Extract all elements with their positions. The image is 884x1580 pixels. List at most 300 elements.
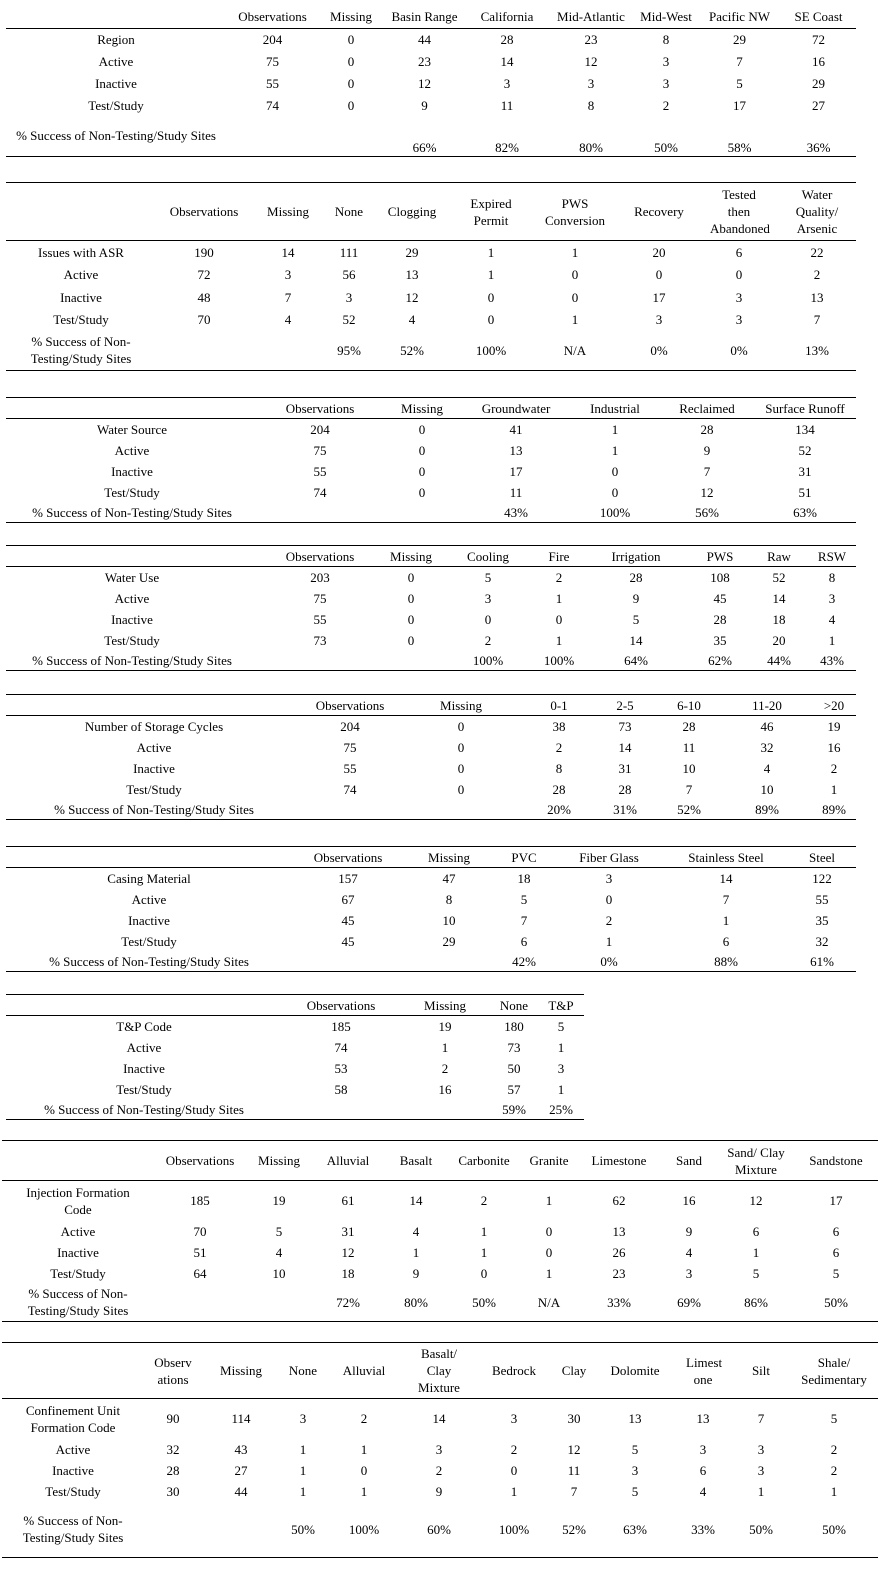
header-cell: Sand/ Clay Mixture	[718, 1141, 794, 1181]
row-label: Inactive	[128, 912, 170, 928]
table-cell: 43%	[808, 651, 856, 671]
table-cell: 29	[405, 244, 419, 260]
table-cell: 0	[347, 97, 355, 113]
table-cell: 44	[234, 1483, 248, 1499]
success-row	[6, 116, 856, 156]
table-cell: 108	[710, 569, 730, 585]
table-cell: 1	[412, 1244, 420, 1260]
storage-cycles-table	[6, 694, 856, 820]
table-cell: 8	[662, 31, 670, 47]
table-cell: 0	[360, 1462, 368, 1478]
row-label: % Success of Non-Testing/Study Sites	[6, 800, 302, 820]
table-cell: 3	[735, 312, 743, 327]
table-cell: 28	[166, 1462, 180, 1478]
table-cell: 30	[567, 1411, 581, 1427]
table-cell: 0	[611, 484, 619, 500]
table-cell: 1	[571, 244, 579, 260]
row-label: T&P Code	[116, 1018, 172, 1034]
header-cell: California	[466, 6, 548, 28]
row-label: Inactive	[111, 463, 153, 479]
table-cell: 3	[662, 75, 670, 91]
table-cell: 0	[457, 781, 465, 797]
table-cell: 157	[338, 870, 358, 886]
table-cell: 3	[735, 289, 743, 305]
table-cell: 6	[722, 933, 730, 949]
table-cell: 14	[432, 1411, 446, 1427]
table-cell: 89%	[812, 800, 856, 820]
table-cell: 55	[343, 760, 357, 776]
table-cell: 50%	[448, 1284, 520, 1322]
table-cell: 63%	[754, 503, 856, 523]
table-row	[6, 889, 856, 910]
table-cell: 10	[682, 760, 696, 776]
row-label: Inactive	[60, 289, 102, 305]
table-cell: 73	[507, 1039, 521, 1055]
table-cell: 3	[631, 1462, 639, 1478]
header-cell: Missing	[382, 398, 462, 419]
table-cell: 20	[652, 244, 666, 260]
table-cell: 3	[662, 53, 670, 69]
table-cell: 2	[830, 1441, 838, 1457]
table-cell: 1	[752, 1244, 760, 1260]
table-cell: 9	[412, 1265, 420, 1281]
header-cell: Observations	[302, 695, 398, 716]
table-cell: 18	[341, 1265, 355, 1281]
table-row	[6, 609, 856, 630]
table-cell: 59%	[490, 1100, 538, 1120]
table-cell: 50%	[732, 1502, 790, 1558]
table-cell: 2	[555, 739, 563, 755]
row-label: Active	[131, 891, 167, 907]
header-cell: Fire	[536, 546, 582, 567]
table-cell: 72	[812, 31, 825, 47]
table-cell: 1	[830, 781, 838, 797]
table-row	[6, 868, 856, 889]
table-cell: 28	[713, 611, 727, 627]
table-cell: 48	[197, 289, 211, 305]
table-cell: 7	[757, 1411, 765, 1427]
table-cell: 1	[360, 1441, 368, 1457]
header-cell: Cooling	[440, 546, 536, 567]
table-cell: 2	[360, 1411, 368, 1427]
success-row	[6, 503, 856, 523]
table-cell: 32	[166, 1441, 180, 1457]
table-cell: 12	[749, 1193, 763, 1209]
table-cell: 134	[795, 421, 815, 437]
header-cell: Limestone	[578, 1141, 660, 1181]
table-cell: 0%	[618, 331, 700, 371]
table-cell: 5	[275, 1223, 283, 1239]
table-cell: 14	[500, 53, 514, 69]
table-cell: 13%	[778, 331, 856, 371]
table-cell: 7	[736, 53, 743, 69]
table-cell: 16	[812, 53, 825, 69]
table-cell: 52	[342, 312, 356, 327]
row-label: % Success of Non-Testing/Study Sites	[6, 651, 258, 671]
table-cell: 52	[798, 442, 812, 458]
table-cell: 0%	[554, 952, 664, 972]
table-cell: 9	[435, 1483, 443, 1499]
table-cell: 50%	[790, 1502, 878, 1558]
table-cell: 56	[342, 267, 356, 282]
table-cell: 100%	[450, 331, 532, 371]
table-cell: 100%	[476, 1502, 552, 1558]
table-cell: 100%	[536, 651, 582, 671]
table-cell: 28	[500, 31, 514, 47]
issues-table	[6, 182, 856, 371]
header-cell: Clay	[552, 1343, 596, 1399]
table-cell: 6	[735, 244, 743, 260]
table-cell: 73	[618, 718, 632, 734]
table-cell: 4	[408, 312, 416, 327]
table-cell: 3	[587, 75, 595, 91]
table-cell: 16	[682, 1193, 696, 1209]
table-cell: 13	[612, 1223, 626, 1239]
table-cell: 203	[310, 569, 330, 585]
table-row	[6, 1016, 584, 1037]
table-cell: 6	[699, 1462, 707, 1478]
table-cell: 73	[313, 632, 327, 648]
header-cell: Missing	[319, 6, 383, 28]
table-cell: 36%	[781, 116, 856, 156]
header-cell: Irrigation	[582, 546, 690, 567]
header-cell: Granite	[520, 1141, 578, 1181]
table-cell: 63%	[596, 1502, 674, 1558]
table-cell: 75	[266, 53, 279, 69]
table-cell: 111	[339, 244, 359, 260]
row-label: Test/Study	[88, 97, 144, 113]
table-row	[6, 264, 856, 286]
table-cell: 44%	[750, 651, 808, 671]
table-cell: 10	[272, 1265, 286, 1281]
header-cell: Fiber Glass	[554, 847, 664, 868]
header-cell: None	[324, 183, 374, 241]
table-row	[6, 910, 856, 931]
table-row	[6, 737, 856, 758]
header-cell: Missing	[246, 1141, 312, 1181]
header-cell: Recovery	[618, 183, 700, 241]
table-cell: 5	[830, 1411, 838, 1427]
header-cell: Surface Runoff	[754, 398, 856, 419]
header-cell: Observations	[156, 183, 252, 241]
table-cell: 8	[587, 97, 595, 113]
table-cell: 1	[828, 632, 836, 648]
table-cell: 0	[418, 463, 426, 479]
table-cell: 33%	[674, 1502, 732, 1558]
table-cell: 50%	[280, 1502, 326, 1558]
table-cell: 13	[696, 1411, 710, 1427]
table-cell	[382, 651, 440, 671]
table-cell: 62%	[690, 651, 750, 671]
header-cell: Basin Range	[383, 6, 466, 28]
row-label: Test/Study	[116, 1081, 172, 1097]
header-cell: Observations	[258, 546, 382, 567]
table-cell: 3	[484, 590, 492, 606]
table-cell: 13	[628, 1411, 642, 1427]
table-cell: 122	[812, 870, 832, 886]
table-cell: 3	[284, 267, 292, 282]
table-cell	[252, 331, 324, 371]
table-cell: 14	[719, 870, 733, 886]
table-cell: 69%	[660, 1284, 718, 1322]
table-cell: 0	[611, 463, 619, 479]
table-cell: 0	[605, 891, 613, 907]
table-cell: 0	[571, 267, 579, 282]
table-cell: 12	[405, 289, 419, 305]
table-cell: 53	[334, 1060, 348, 1076]
table-cell: 1	[545, 1193, 553, 1209]
table-cell: 3	[503, 75, 511, 91]
header-cell: Shale/ Sedimentary	[790, 1343, 878, 1399]
table-cell: 1	[605, 933, 613, 949]
row-label: Test/Study	[53, 312, 109, 327]
table-cell: 9	[632, 590, 640, 606]
table-cell: 0	[655, 267, 663, 282]
table-cell: 3	[757, 1441, 765, 1457]
table-cell: 1	[830, 1483, 838, 1499]
row-label: Test/Study	[50, 1265, 106, 1281]
table-cell: 55	[815, 891, 829, 907]
table-cell: 45	[341, 933, 355, 949]
table-cell: 7	[284, 289, 292, 305]
table-cell: 1	[299, 1483, 307, 1499]
table-cell: 20	[772, 632, 786, 648]
table-cell: 2	[435, 1462, 443, 1478]
water-use-table	[6, 545, 856, 671]
row-label: Inactive	[52, 1462, 94, 1478]
table-cell: 3	[299, 1411, 307, 1427]
table-cell: 12	[418, 75, 431, 91]
header-cell: Industrial	[570, 398, 660, 419]
table-cell: 8	[445, 891, 453, 907]
success-row	[6, 952, 856, 972]
header-cell: Observations	[282, 995, 400, 1016]
table-cell: 25%	[538, 1100, 584, 1120]
table-cell: 29	[442, 933, 456, 949]
row-label: Inactive	[57, 1244, 99, 1260]
table-cell: 28	[682, 718, 696, 734]
table-row	[6, 758, 856, 779]
table-cell: 80%	[384, 1284, 448, 1322]
table-cell: 67	[341, 891, 355, 907]
table-cell: 0	[510, 1462, 518, 1478]
table-cell: 2	[510, 1441, 518, 1457]
table-cell	[202, 1502, 280, 1558]
table-cell: 11	[509, 484, 523, 500]
table-cell: 1	[360, 1483, 368, 1499]
success-row	[2, 1502, 878, 1558]
row-label: % Success of Non-Testing/Study Sites	[6, 503, 258, 523]
header-cell: Alluvial	[326, 1343, 402, 1399]
success-row	[6, 800, 856, 820]
table-cell: 38	[552, 718, 566, 734]
table-cell	[382, 503, 462, 523]
table-cell: 19	[272, 1193, 286, 1209]
header-cell: None	[490, 995, 538, 1016]
table-cell: 7	[722, 891, 730, 907]
header-cell: Groundwater	[462, 398, 570, 419]
table-cell: 43	[234, 1441, 248, 1457]
header-cell: 11-20	[722, 695, 812, 716]
table-cell: 1	[441, 1039, 449, 1055]
success-row	[6, 651, 856, 671]
row-label: Number of Storage Cycles	[84, 718, 224, 734]
table-cell: 89%	[722, 800, 812, 820]
table-cell	[156, 331, 252, 371]
table-cell: 204	[310, 421, 330, 437]
table-cell: 17	[733, 97, 746, 113]
table-cell: 4	[685, 1244, 693, 1260]
row-label: Test/Study	[121, 933, 177, 949]
confinement-unit-table	[2, 1342, 878, 1558]
table-cell: 50%	[794, 1284, 878, 1322]
table-cell: 100%	[326, 1502, 402, 1558]
header-cell	[6, 546, 258, 567]
table-row	[6, 1037, 584, 1058]
header-cell: Bedrock	[476, 1343, 552, 1399]
table-cell: 17	[509, 463, 523, 479]
table-row	[6, 716, 856, 737]
row-label: Active	[98, 53, 134, 69]
table-cell: 7	[570, 1483, 578, 1499]
table-cell: 11	[682, 739, 696, 755]
table-cell: 19	[438, 1018, 452, 1034]
table-cell: 0	[487, 289, 495, 305]
table-cell: 88%	[664, 952, 788, 972]
table-cell: 2	[484, 632, 492, 648]
table-cell: 26	[612, 1244, 626, 1260]
row-label: Issues with ASR	[38, 244, 124, 260]
table-cell: 55	[266, 75, 279, 91]
table-cell: 46	[760, 718, 774, 734]
header-cell: 0-1	[524, 695, 594, 716]
header-cell: Observations	[292, 847, 404, 868]
table-cell: 1	[557, 1081, 565, 1097]
table-cell: 4	[412, 1223, 420, 1239]
table-cell	[302, 800, 398, 820]
table-cell: 8	[555, 760, 563, 776]
table-cell: 64	[193, 1265, 207, 1281]
header-cell: Limest one	[674, 1343, 732, 1399]
table-row	[6, 931, 856, 952]
table-cell: 18	[517, 870, 531, 886]
row-label: Injection Formation Code	[26, 1184, 130, 1217]
table-cell	[404, 952, 494, 972]
table-cell: 9	[421, 97, 428, 113]
header-cell	[2, 1141, 154, 1181]
row-label: Water Use	[104, 569, 160, 585]
header-cell: Tested then Abandoned	[700, 183, 778, 241]
table-cell: 32	[760, 739, 774, 755]
table-cell: 204	[340, 718, 360, 734]
header-cell: Carbonite	[448, 1141, 520, 1181]
header-cell	[2, 1343, 144, 1399]
header-cell: Reclaimed	[660, 398, 754, 419]
table-cell: 90	[166, 1411, 180, 1427]
table-cell: 51	[798, 484, 812, 500]
table-cell: 1	[557, 1039, 565, 1055]
table-cell: 3	[435, 1441, 443, 1457]
table-cell: 13	[405, 267, 419, 282]
table-cell: 0	[347, 31, 355, 47]
table-cell: 6	[832, 1244, 840, 1260]
table-cell: 16	[438, 1081, 452, 1097]
table-cell: 64%	[582, 651, 690, 671]
table-cell: 6	[832, 1223, 840, 1239]
table-cell: 190	[194, 244, 214, 260]
table-cell: 2	[605, 912, 613, 928]
table-cell: 7	[703, 463, 711, 479]
table-row	[2, 1439, 878, 1460]
tp-code-table	[6, 994, 584, 1120]
table-cell: 55	[313, 611, 327, 627]
table-cell: 52%	[552, 1502, 596, 1558]
table-cell: 0	[407, 611, 415, 627]
header-cell: Expired Permit	[450, 183, 532, 241]
table-cell: 70	[197, 312, 211, 327]
header-cell: Mid-West	[634, 6, 698, 28]
header-cell: Missing	[400, 995, 490, 1016]
table-cell: 5	[631, 1483, 639, 1499]
row-label: Active	[55, 1441, 91, 1457]
injection-formation-table	[2, 1140, 878, 1322]
table-cell: 0	[545, 1223, 553, 1239]
table-cell: 3	[557, 1060, 565, 1076]
table-cell: 2	[662, 97, 670, 113]
table-row	[6, 50, 856, 72]
table-cell: 7	[520, 912, 528, 928]
table-cell: 3	[828, 590, 836, 606]
table-cell: 5	[632, 611, 640, 627]
table-row	[2, 1221, 878, 1242]
table-cell: 6	[520, 933, 528, 949]
table-cell: 33%	[578, 1284, 660, 1322]
header-cell: Observations	[226, 6, 319, 28]
table-cell: 56%	[660, 503, 754, 523]
table-cell: 52%	[374, 331, 450, 371]
table-row	[6, 419, 856, 440]
header-cell: Steel	[788, 847, 856, 868]
row-label: % Success of Non-Testing/Study Sites	[6, 331, 156, 371]
table-row	[6, 1058, 584, 1079]
table-row	[6, 779, 856, 800]
table-cell: 13	[509, 442, 523, 458]
table-cell: 11	[567, 1462, 581, 1478]
table-cell: 72	[197, 267, 211, 282]
table-cell: 0	[457, 718, 465, 734]
row-label: Active	[114, 590, 150, 606]
table-cell: 0	[347, 53, 355, 69]
header-cell	[6, 183, 156, 241]
row-label: % Success of Non-Testing/Study Sites	[6, 952, 292, 972]
row-label: Inactive	[111, 611, 153, 627]
header-cell: Stainless Steel	[664, 847, 788, 868]
table-cell: 0	[571, 289, 579, 305]
table-cell: 72%	[312, 1284, 384, 1322]
table-cell: 75	[313, 590, 327, 606]
table-cell: 0	[418, 442, 426, 458]
table-cell: 61%	[788, 952, 856, 972]
table-cell: 18	[772, 611, 786, 627]
table-cell: 1	[299, 1462, 307, 1478]
table-cell: 74	[266, 97, 279, 113]
table-cell: 60%	[402, 1502, 476, 1558]
table-cell: 47	[442, 870, 456, 886]
table-cell: 185	[190, 1193, 210, 1209]
table-cell: 0%	[700, 331, 778, 371]
table-cell: 3	[345, 289, 353, 305]
table-cell: 31	[341, 1223, 355, 1239]
